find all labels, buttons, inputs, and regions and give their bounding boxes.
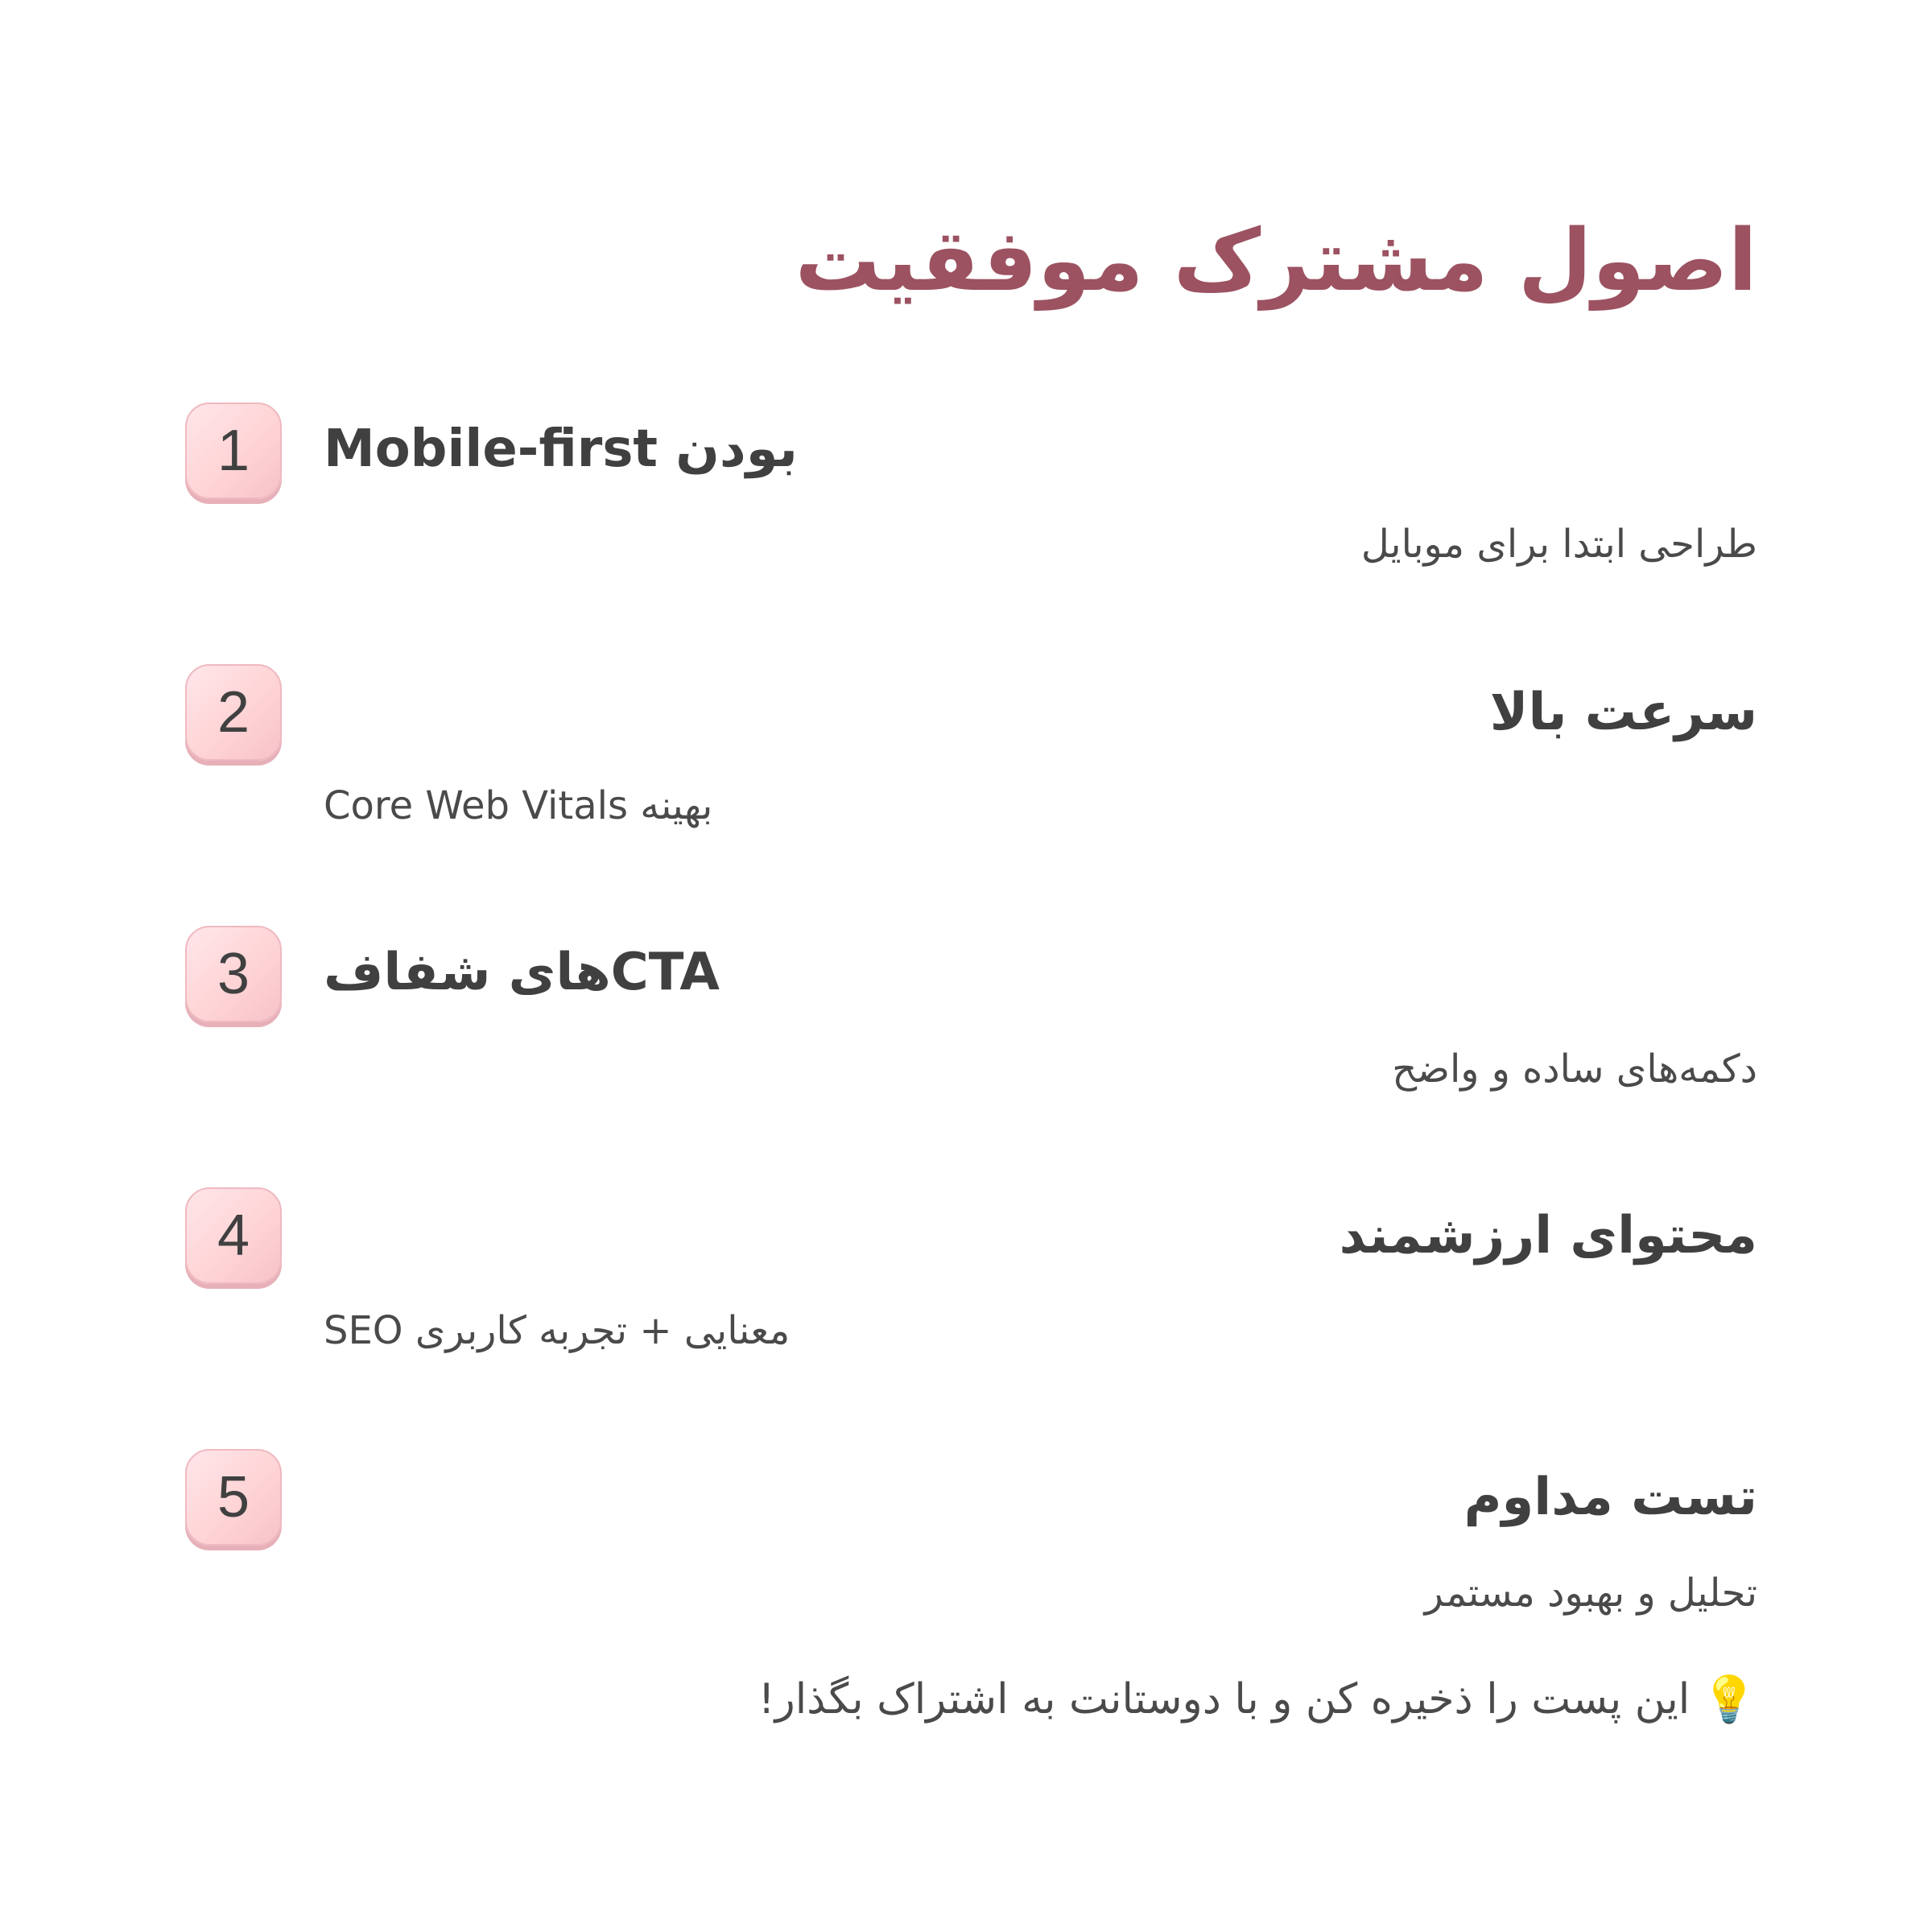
page-title: اصول مشترک موفقیت [795,211,1757,310]
footer-call-to-action [758,1673,1757,1726]
step-description: معنایی + تجربه کاربری SEO [324,1308,791,1353]
step-number-badge: 5 [185,1449,282,1546]
step-heading: سرعت بالا [1489,683,1757,742]
lightbulb-icon: 💡 [1701,1674,1757,1726]
step-number-badge: 3 [185,926,282,1022]
step-heading: بودن Mobile-first [324,419,798,479]
step-description: تحلیل و بهبود مستمر [1424,1571,1757,1616]
step-description: طراحی ابتدا برای موبایل [1360,522,1757,567]
step-heading: CTAهای شفاف [324,943,720,1002]
step-description: بهینه Core Web Vitals [324,783,713,828]
step-number-badge: 2 [185,664,282,761]
step-number-badge: 4 [185,1187,282,1284]
step-description: دکمه‌های ساده و واضح [1392,1046,1757,1092]
step-number-badge: 1 [185,402,282,499]
footer-text: این پست را ذخیره کن و با دوستانت به اشتراک بگذار! [758,1675,1690,1724]
step-heading: تست مداوم [1463,1468,1757,1527]
step-heading: محتوای ارزشمند [1339,1206,1757,1265]
